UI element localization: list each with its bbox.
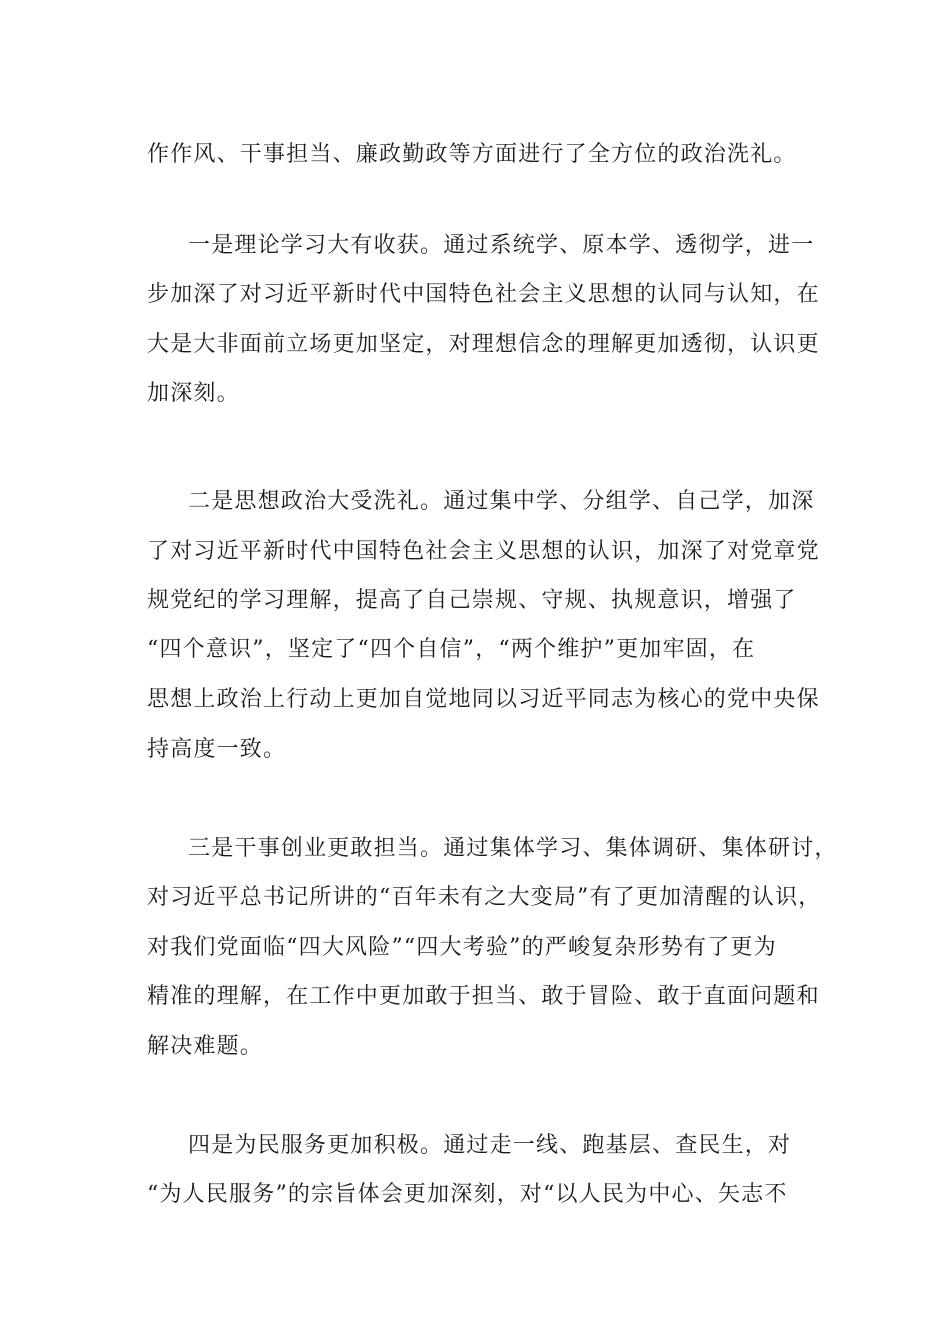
text-line: 大是大非面前立场更加坚定，对理想信念的理解更加透彻，认识更 xyxy=(147,332,820,357)
text-line: 了对习近平新时代中国特色社会主义思想的认识，加深了对党章党 xyxy=(147,539,820,564)
text-line: 对我们党面临“四大风险”“四大考验”的严峻复杂形势有了更为 xyxy=(147,935,777,960)
text-line: “四个意识”，坚定了“四个自信”，“两个维护”更加牢固，在 xyxy=(147,637,756,662)
paragraph-1-line: 一是理论学习大有收获。通过系统学、原本学、透彻学，进一 xyxy=(188,233,815,258)
text-line: 作作风、干事担当、廉政勤政等方面进行了全方位的政治洗礼。 xyxy=(147,142,797,167)
text-line: 步加深了对习近平新时代中国特色社会主义思想的认同与认知，在 xyxy=(147,282,820,307)
text-line: 对习近平总书记所讲的“百年未有之大变局”有了更加清醒的认识， xyxy=(147,885,822,910)
text-line: 思想上政治上行动上更加自觉地同以习近平同志为核心的党中央保 xyxy=(147,687,820,712)
paragraph-2-line: 二是思想政治大受洗礼。通过集中学、分组学、自己学，加深 xyxy=(188,489,815,514)
text-line: 解决难题。 xyxy=(147,1034,264,1059)
text-line: “为人民服务”的宗旨体会更加深刻，对“以人民为中心、矢志不 xyxy=(147,1182,788,1207)
text-line: 持高度一致。 xyxy=(147,737,287,762)
text-line: 规党纪的学习理解，提高了自己崇规、守规、执规意识，增强了 xyxy=(147,588,797,613)
text-line: 精准的理解，在工作中更加敢于担当、敢于冒险、敢于直面问题和 xyxy=(147,984,820,1009)
paragraph-4-line: 四是为民服务更加积极。通过走一线、跑基层、查民生，对 xyxy=(188,1133,792,1158)
paragraph-3-line: 三是干事创业更敢担当。通过集体学习、集体调研、集体研讨， xyxy=(188,836,838,861)
text-line: 加深刻。 xyxy=(147,381,240,406)
